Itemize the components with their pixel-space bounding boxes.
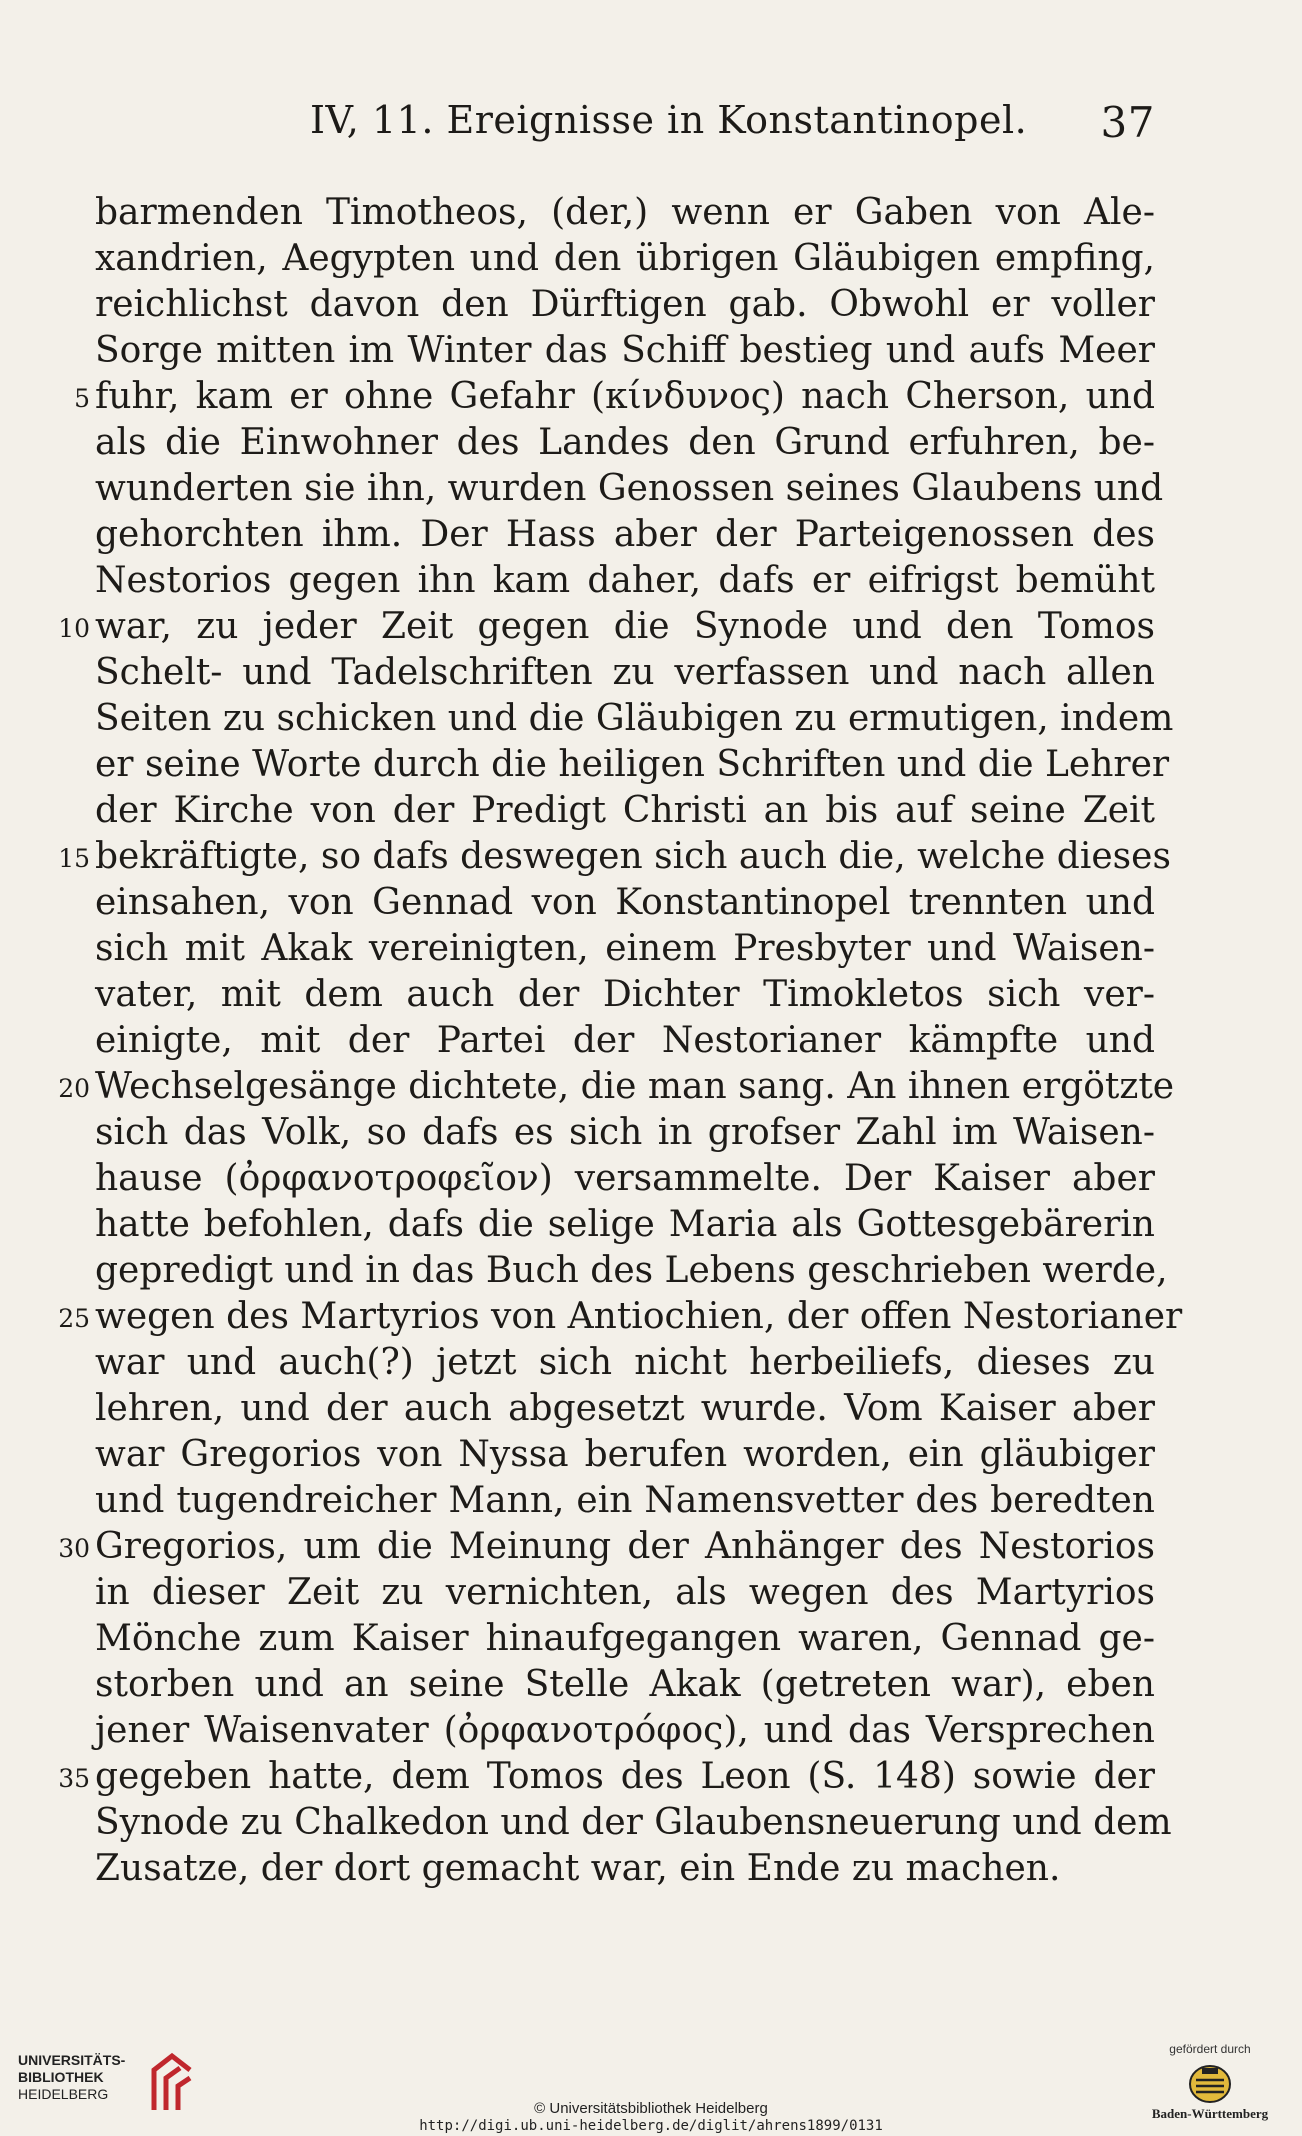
sponsor-name: Baden-Württemberg [1151, 2106, 1269, 2121]
library-name-line1: UNIVERSITÄTS- [18, 2052, 126, 2068]
text-line: einigte, mit der Partei der Nestorianer kämpfte und [95, 1020, 1155, 1061]
margin-line-number: 10 [58, 614, 90, 643]
text-line: hause (ὀρφανοτροφεῖον) versammelte. Der Kaiser aber [95, 1158, 1155, 1199]
digitization-footer [0, 2030, 1302, 2136]
text-line: der Kirche von der Predigt Christi an bis auf seine Zeit [95, 790, 1155, 831]
text-line: Wechselgesänge dichtete, die man sang. An ihnen ergötzte [95, 1066, 1175, 1107]
sponsor-label: gefördert durch [1169, 2042, 1251, 2056]
text-line: xandrien, Aegypten und den übrigen Gläubigen empfing, [95, 238, 1155, 279]
text-line: Sorge mitten im Winter das Schiff bestieg und aufs Meer [95, 330, 1155, 371]
margin-line-number: 35 [58, 1764, 90, 1793]
text-line: Schelt- und Tadelschriften zu verfassen und nach allen [95, 652, 1155, 693]
permalink-url[interactable]: http://digi.ub.uni-heidelberg.de/diglit/ahrens1899/0131 [419, 2118, 883, 2134]
text-line: Gregorios, um die Meinung der Anhänger des Nestorios [95, 1526, 1155, 1567]
sponsor-block [1140, 2042, 1280, 2136]
text-line: in dieser Zeit zu vernichten, als wegen des Martyrios [95, 1572, 1155, 1613]
margin-line-number: 30 [58, 1534, 90, 1563]
copyright-notice: © Universitätsbibliothek Heidelberg [534, 2100, 768, 2117]
margin-line-number: 20 [58, 1074, 90, 1103]
text-line: war, zu jeder Zeit gegen die Synode und den Tomos [95, 606, 1155, 647]
text-line: wunderten sie ihn, wurden Genossen seines Glaubens und [95, 468, 1164, 509]
margin-line-number: 25 [58, 1304, 90, 1333]
page-number: 37 [1100, 98, 1155, 147]
text-line: jener Waisenvater (ὀρφανοτρόφος), und das Versprechen [95, 1710, 1155, 1751]
text-line: wegen des Martyrios von Antiochien, der offen Nestorianer [95, 1296, 1183, 1337]
library-name-line2: BIBLIOTHEK [18, 2069, 104, 2085]
text-line: sich das Volk, so dafs es sich in grofser Zahl im Waisen- [95, 1112, 1155, 1153]
chapter-title: IV, 11. Ereignisse in Konstantinopel. [310, 98, 1028, 142]
margin-line-number: 5 [74, 384, 90, 413]
text-line: Seiten zu schicken und die Gläubigen zu ermutigen, indem [95, 698, 1174, 739]
text-line: und tugendreicher Mann, ein Namensvetter des beredten [95, 1480, 1155, 1521]
text-line: einsahen, von Gennad von Konstantinopel trennten und [95, 882, 1155, 923]
text-line: gehorchten ihm. Der Hass aber der Parteigenossen des [95, 514, 1155, 555]
text-line: barmenden Timotheos, (der,) wenn er Gaben von Ale- [95, 192, 1155, 233]
text-line: sich mit Akak vereinigten, einem Presbyter und Waisen- [95, 928, 1155, 969]
text-line: war und auch(?) jetzt sich nicht herbeiliefs, dieses zu [95, 1342, 1155, 1383]
text-line: Nestorios gegen ihn kam daher, dafs er eifrigst bemüht [95, 560, 1155, 601]
state-coat-of-arms-icon [1188, 2064, 1232, 2104]
running-header [95, 98, 1155, 158]
library-name-line3: HEIDELBERG [18, 2086, 109, 2102]
text-line: als die Einwohner des Landes den Grund erfuhren, be- [95, 422, 1155, 463]
text-line: Zusatze, der dort gemacht war, ein Ende zu machen. [95, 1848, 1061, 1889]
text-line: gegeben hatte, dem Tomos des Leon (S. 148) sowie der [95, 1756, 1155, 1797]
text-line: reichlichst davon den Dürftigen gab. Obwohl er voller [95, 284, 1155, 325]
text-line: hatte befohlen, dafs die selige Maria als Gottesgebärerin [95, 1204, 1155, 1245]
text-line: Synode zu Chalkedon und der Glaubensneuerung und dem [95, 1802, 1172, 1843]
margin-line-number: 15 [58, 844, 90, 873]
text-line: er seine Worte durch die heiligen Schriften und die Lehrer [95, 744, 1170, 785]
text-line: fuhr, kam er ohne Gefahr (κίνδυνος) nach Cherson, und [95, 376, 1155, 417]
text-line: war Gregorios von Nyssa berufen worden, ein gläubiger [95, 1434, 1155, 1475]
text-line: storben und an seine Stelle Akak (getreten war), eben [95, 1664, 1155, 1705]
text-line: vater, mit dem auch der Dichter Timokletos sich ver- [95, 974, 1155, 1015]
text-line: bekräftigte, so dafs deswegen sich auch die, welche dieses [95, 836, 1171, 877]
text-line: lehren, und der auch abgesetzt wurde. Vom Kaiser aber [95, 1388, 1155, 1429]
text-line: Mönche zum Kaiser hinaufgegangen waren, Gennad ge- [95, 1618, 1155, 1659]
text-line: gepredigt und in das Buch des Lebens geschrieben werde, [95, 1250, 1168, 1291]
